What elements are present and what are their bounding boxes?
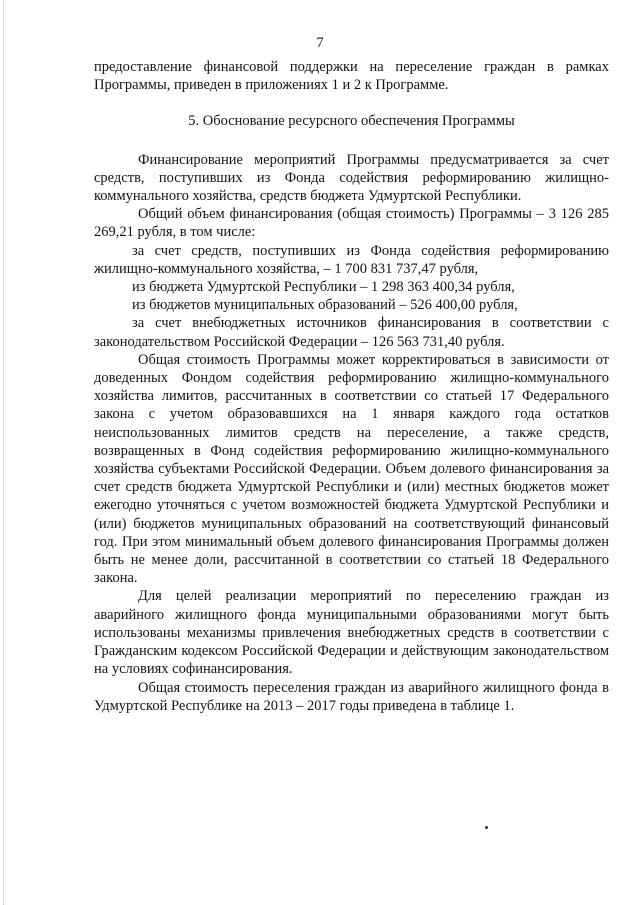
paragraph-financing-sources: Финансирование мероприятий Программы предусматривается за счет средств, поступивших из Фонда содействия реформированию жилищно-коммунального хозяйства, средств бюджета Удмуртской Республики. <box>94 151 609 205</box>
list-item-municipal-budgets: из бюджетов муниципальных образований – 526 400,00 рубля, <box>132 297 518 314</box>
document-body <box>94 58 609 715</box>
paragraph-cost-adjustment: Общая стоимость Программы может корректироваться в зависимости от доведенных Фондом содействия реформированию жилищно-коммунального хозяйства лимитов, рассчитанных в соответствии со статьей 17 Федерального закона с учетом образовавшихся на 1 января каждого года остатков неиспользованных лимитов средств на переселение, а также средств, возвращенных в Фонд содействия реформированию жилищно-коммунального хозяйства субъектами Российской Федерации. Объем долевого финансирования за счет средств бюджета Удмуртской Республики и (или) местных бюджетов может ежегодно уточняться с учетом возможностей бюджета Удмуртской Республики и (или) бюджетов муниципальных образований на соответствующий финансовый год. При этом минимальный объем долевого финансирования Программы должен быть не менее доли, рассчитанной в соответствии со статьей 18 Федерального закона. <box>94 351 609 587</box>
paragraph-extrabudgetary-mechanisms: Для целей реализации мероприятий по переселению граждан из аварийного жилищного фонда муниципальными образованиями могут быть использованы механизмы привлечения внебюджетных средств в соответствии с Гражданским кодексом Российской Федерации и действующим законодательством на условиях софинансирования. <box>94 588 609 678</box>
paragraph-total-volume: Общий объем финансирования (общая стоимость) Программы – 3 126 285 269,21 рубля, в том числе: <box>94 206 609 241</box>
paragraph-continuation: предоставление финансовой поддержки на переселение граждан в рамках Программы, приведен в приложениях 1 и 2 к Программе. <box>94 59 609 94</box>
list-item-fund: за счет средств, поступивших из Фонда содействия реформированию жилищно-коммунального хозяйства, – 1 700 831 737,47 рубля, <box>94 242 609 277</box>
scan-margin-line <box>3 0 5 905</box>
section-heading: 5. Обоснование ресурсного обеспечения Программы <box>188 113 515 130</box>
list-item-republic-budget: из бюджета Удмуртской Республики – 1 298 363 400,34 рубля, <box>132 279 515 296</box>
scan-speck <box>485 826 488 829</box>
list-item-extrabudgetary: за счет внебюджетных источников финансирования в соответствии с законодательством Российской Федерации – 126 563 731,40 рубля. <box>94 315 609 350</box>
paragraph-table-reference: Общая стоимость переселения граждан из аварийного жилищного фонда в Удмуртской Республике на 2013 – 2017 годы приведена в таблице 1. <box>94 679 609 714</box>
page-number: 7 <box>316 35 324 51</box>
